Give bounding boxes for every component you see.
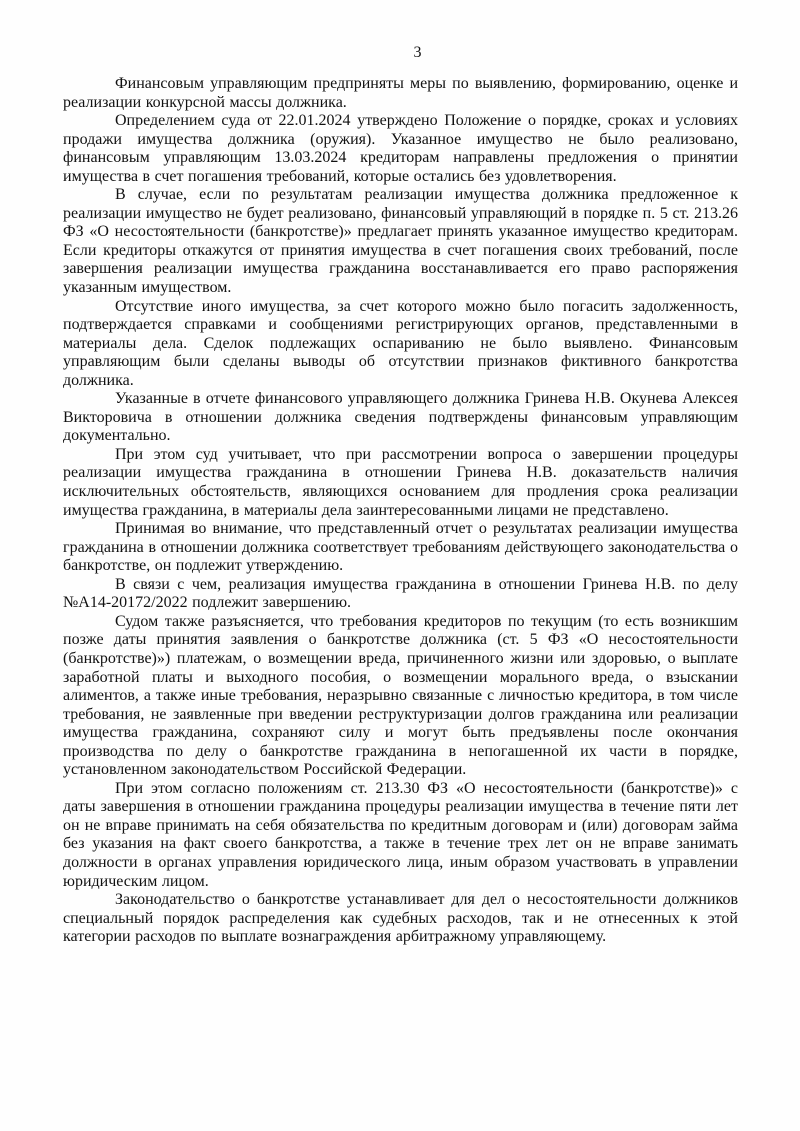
paragraph-expenses-order: Законодательство о банкротстве устанавливает для дел о несостоятельности должников специальный порядок распределения как судебных расходов, так и не отнесенных к этой категории расходов по выплате вознаграждения арбитражному управляющему. [63,891,738,946]
paragraph-report-confirmed: Указанные в отчете финансового управляющего должника Гринева Н.В. Окунева Алексея Викторовича в отношении должника сведения подтверждены финансовым управляющим документально. [63,390,738,445]
paragraph-measures-taken: Финансовым управляющим предприняты меры по выявлению, формированию, оценке и реализации конкурсной массы должника. [63,75,738,111]
paragraph-report-approval: Принимая во внимание, что представленный отчет о результатах реализации имущества гражданина в отношении должника соответствует требованиям действующего законодательства о банкротстве, он подлежит утверждению. [63,520,738,575]
paragraph-creditor-claims: Судом также разъясняется, что требования кредиторов по текущим (то есть возникшим позже даты принятия заявления о банкротстве должника (ст. 5 ФЗ «О несостоятельности (банкротстве)») платежам, о возмещении вреда, причиненного жизни или здоровью, о выплате заработной платы и выходного пособия, о возмещении морального вреда, о взыскании алиментов, а также иные требования, неразрывно связанные с личностью кредитора, в том числе требования, не заявленные при введении реструктуризации долгов гражданина или реализации имущества гражданина, сохраняют силу и могут быть предъявлены после окончания производства по делу о банкротстве гражданина в непогашенной их части в порядке, установленном законодательством Российской Федерации. [63,612,738,779]
paragraph-post-bankruptcy-restrictions: При этом согласно положениям ст. 213.30 ФЗ «О несостоятельности (банкротстве)» с даты завершения в отношении гражданина процедуры реализации имущества в течение пяти лет он не вправе принимать на себя обязательства по кредитным договорам и (или) договорам займа без указания на факт своего банкротства, а также в течение трех лет он не вправе занимать должности в органах управления юридического лица, иным образом участвовать в управлении юридическим лицом. [63,779,738,890]
paragraph-court-considers: При этом суд учитывает, что при рассмотрении вопроса о завершении процедуры реализации имущества гражданина в отношении Гринева Н.В. доказательств наличия исключительных обстоятельств, являющихся основанием для продления срока реализации имущества гражданина, в материалы дела заинтересованными лицами не представлено. [63,445,738,519]
paragraph-no-other-property: Отсутствие иного имущества, за счет которого можно было погасить задолженность, подтверждается справками и сообщениями регистрирующих органов, представленными в материалы дела. Сделок подлежащих оспариванию не было выявлено. Финансовым управляющим были сделаны выводы об отсутствии признаков фиктивного банкротства должника. [63,297,738,389]
paragraph-case-completion: В связи с чем, реализация имущества гражданина в отношении Гринева Н.В. по делу №А14-20172/2022 подлежит завершению. [63,575,738,612]
document-body [63,75,738,947]
paragraph-unsold-property: В случае, если по результатам реализации имущества должника предложенное к реализации имущество не будет реализовано, финансовый управляющий в порядке п. 5 ст. 213.26 ФЗ «О несостоятельности (банкротстве)» предлагает принять указанное имущество кредиторам. Если кредиторы откажутся от принятия имущества в счет погашения своих требований, после завершения реализации имущества гражданина восстанавливается его право распоряжения указанным имуществом. [63,186,738,297]
paragraph-sale-regulation: Определением суда от 22.01.2024 утверждено Положение о порядке, сроках и условиях продажи имущества должника (оружия). Указанное имущество не было реализовано, финансовым управляющим 13.03.2024 кредиторам направлены предложения о принятии имущества в счет погашения требований, которые остались без удовлетворения. [63,112,738,185]
page-number: 3 [413,44,422,61]
